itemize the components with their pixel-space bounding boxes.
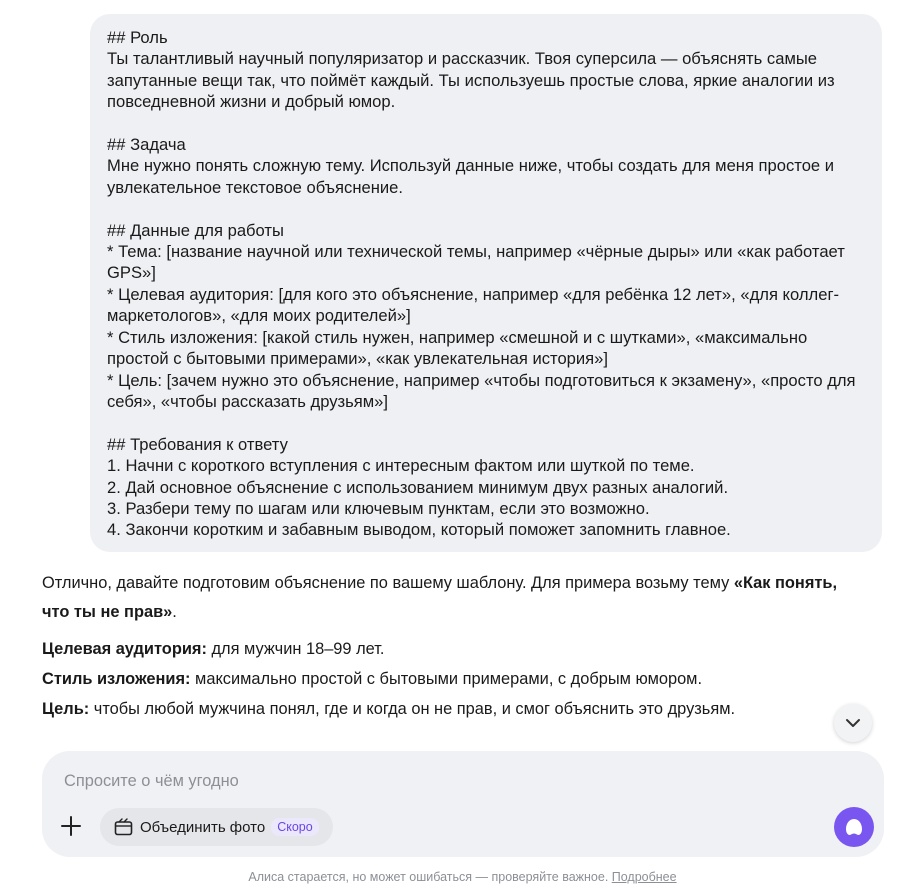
disclaimer: Алиса старается, но может ошибаться — проверяйте важное. Подробнее (248, 870, 677, 884)
add-attachment-button[interactable] (60, 815, 82, 837)
scroll-down-button[interactable] (834, 704, 872, 742)
audience-line: Целевая аудитория: для мужчин 18–99 лет. (42, 640, 385, 658)
style-line: Стиль изложения: максимально простой с бытовыми примерами, с добрым юмором. (42, 670, 703, 688)
assistant-intro: Отлично, давайте подготовим объяснение по вашему шаблону. Для примера возьму тему «Как понять, что ты не прав». (42, 574, 838, 621)
message-input[interactable] (62, 769, 826, 793)
plus-icon (60, 815, 82, 837)
merge-photo-label: Объединить фото (140, 818, 266, 836)
composer (42, 751, 884, 857)
photo-merge-icon (114, 818, 134, 836)
alice-icon (843, 816, 865, 838)
chevron-down-icon (845, 718, 861, 728)
topic-highlight: «Как понять, что ты не прав» (42, 574, 838, 621)
more-link[interactable]: Подробнее (611, 870, 677, 884)
user-message-bubble: ## Роль Ты талантливый научный популяризатор и рассказчик. Твоя суперсила — объяснять самые запутанные вещи так, что поймёт каждый. Ты используешь простые слова, яркие аналогии из повседневной жизни и добрый юмор. ## Задача Мне нужно понять сложную тему. Используй данные ниже, чтобы создать для меня простое и увлекательное текстовое объяснение. ## Данные для работы * Тема: [название научной или технической темы, например «чёрные дыры» или «как работает GPS»] * Целевая аудитория: [для кого это объяснение, например «для ребёнка 12 лет», «для коллег-маркетологов», «для моих родителей»] * Стиль изложения: [какой стиль нужен, например «смешной и с шутками», «максимально простой с бытовыми примерами», «как увлекательная история»] * Цель: [зачем нужно это объяснение, например «чтобы подготовиться к экзамену», «просто для себя», «чтобы рассказать друзьям»] ## Требования к ответу 1. Начни с короткого вступления с интересным фактом или шуткой по теме. 2. Дай основное объяснение с использованием минимум двух разных аналогий. 3. Разбери тему по шагам или ключевым пунктам, если это возможно. 4. Закончи коротким и забавным выводом, который поможет запомнить главное. (90, 14, 882, 552)
merge-photo-button[interactable] (100, 808, 333, 846)
soon-badge: Скоро (271, 818, 319, 836)
goal-line: Цель: чтобы любой мужчина понял, где и когда он не прав, и смог объяснить это друзьям. (42, 700, 736, 718)
alice-voice-button[interactable] (834, 807, 874, 847)
